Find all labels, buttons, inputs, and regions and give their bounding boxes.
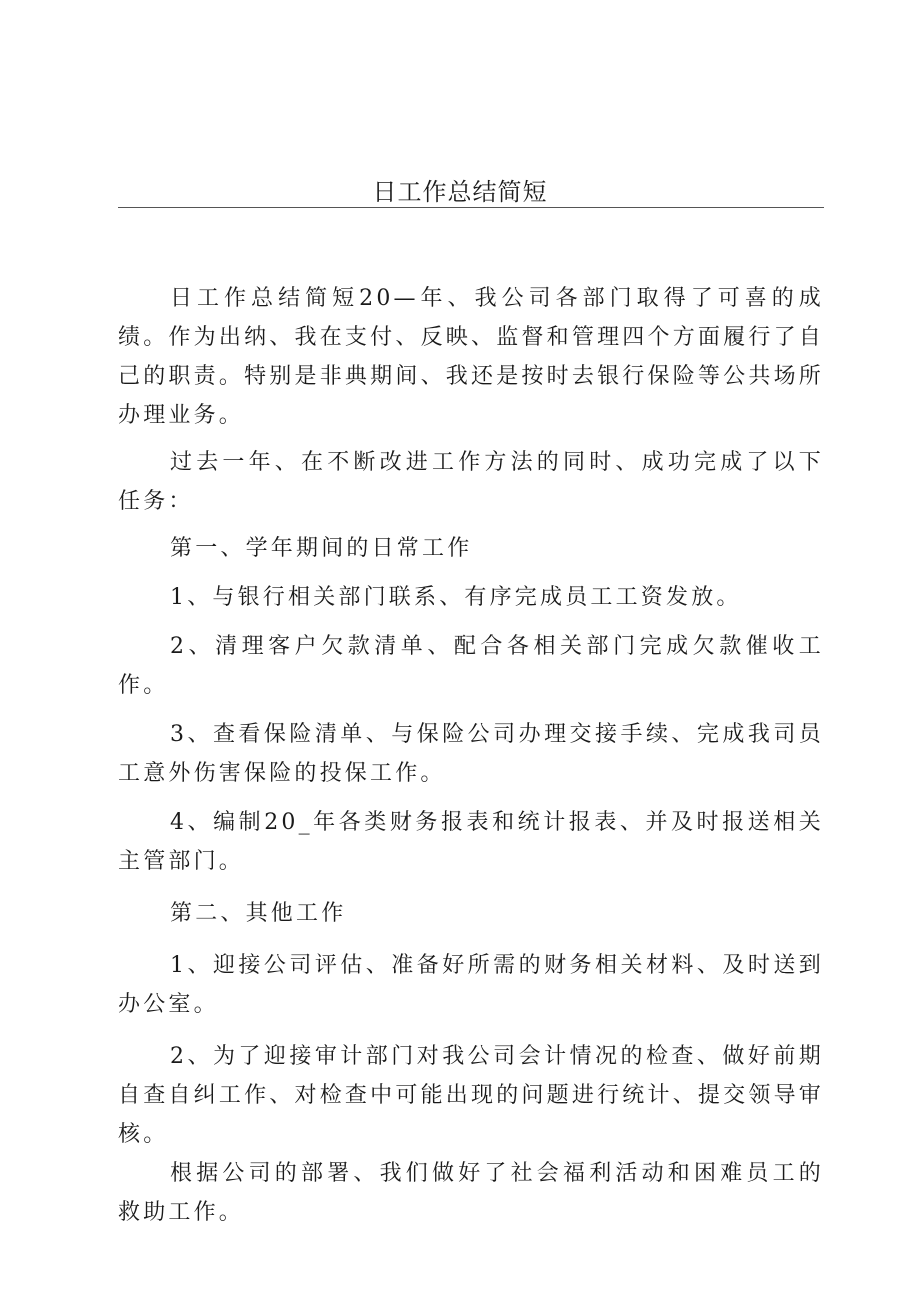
list-item-2-1: 1、迎接公司评估、准备好所需的财务相关材料、及时送到办公室。 (118, 953, 824, 1017)
paragraph-closing: 根据公司的部署、我们做好了社会福利活动和困难员工的救助工作。 (118, 1161, 824, 1225)
paragraph-summary: 过去一年、在不断改进工作方法的同时、成功完成了以下任务： (118, 450, 824, 514)
list-item-1-1: 1、与银行相关部门联系、有序完成员工工资发放。 (170, 585, 742, 610)
document-body (118, 279, 824, 1232)
section-heading-1: 第一、学年期间的日常工作 (170, 536, 473, 561)
list-item-1-4: 4、编制20_年各类财务报表和统计报表、并及时报送相关主管部门。 (118, 810, 824, 874)
document-title: 日工作总结简短 (372, 178, 548, 206)
list-item-1-2: 2、清理客户欠款清单、配合各相关部门完成欠款催收工作。 (118, 634, 824, 698)
paragraph-intro: 日工作总结简短20—年、我公司各部门取得了可喜的成绩。作为出纳、我在支付、反映、监督和管理四个方面履行了自己的职责。特别是非典期间、我还是按时去银行保险等公共场所办理业务。 (118, 286, 824, 428)
title-underline (118, 207, 824, 208)
list-item-1-3: 3、查看保险清单、与保险公司办理交接手续、完成我司员工意外伤害保险的投保工作。 (118, 722, 824, 786)
section-heading-2: 第二、其他工作 (170, 901, 347, 926)
list-item-2-2: 2、为了迎接审计部门对我公司会计情况的检查、做好前期自查自纠工作、对检查中可能出现的问题进行统计、提交领导审核。 (118, 1044, 824, 1147)
